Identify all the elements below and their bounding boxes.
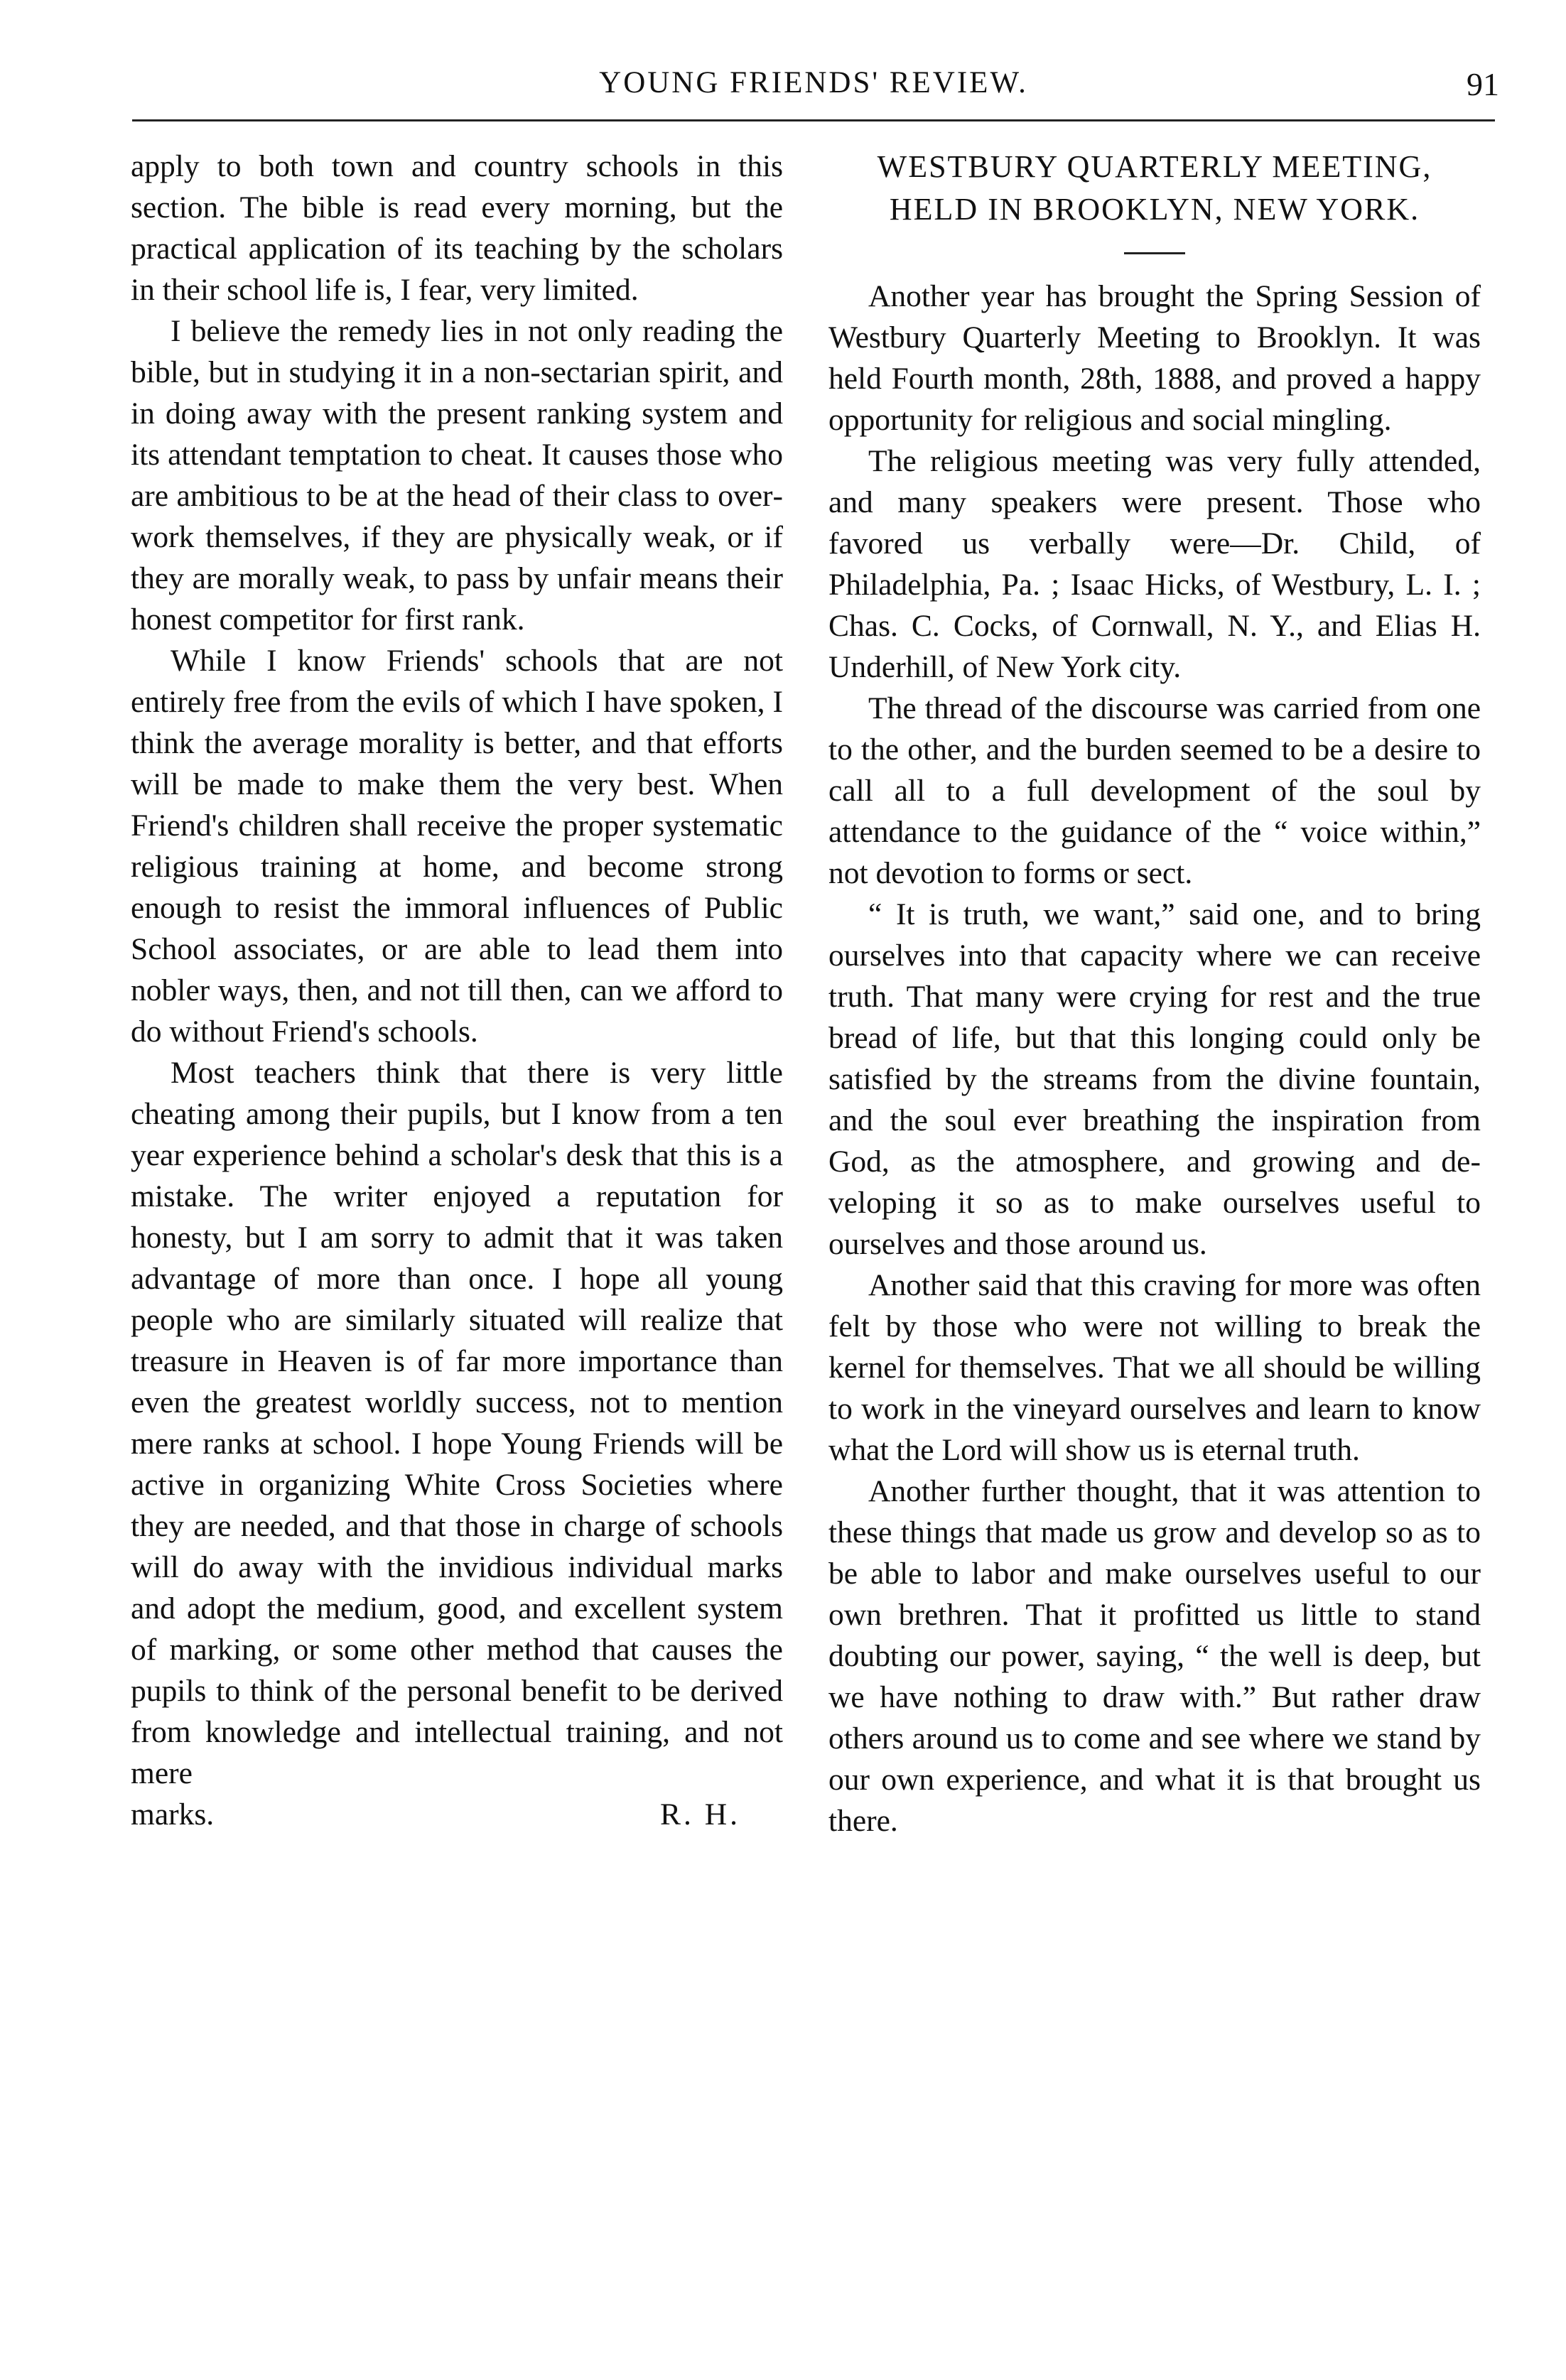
- closing-word: marks.: [131, 1797, 215, 1832]
- article-title: WESTBURY QUARTERLY MEETING, HELD IN BROOKLYN, NEW YORK.: [877, 149, 1432, 227]
- paragraph: The religious meeting was very fully attended, and many speakers were present. Those who favored us verbally were—Dr. Child, of Philadelphia, Pa. ; Isaac Hicks, of Westbury, L. I. ; Chas. C. Cocks, of Cornwall, N. Y., and Elias H. Underhill, of New York city.: [828, 444, 1481, 684]
- paragraph: Most teachers think that there is very little cheating among their pupils, but I know from a ten year experience behind a scholar's desk that this is a mistake. The writer enjoyed a reputation for honesty, but I am sorry to admit that it was taken advantage of more than once. I hope all young people who are similarly situated will realize that treasure in Heaven is of far more importance than even the greatest worldly success, not to mention mere ranks at school. I hope Young Friends will be active in organizing White Cross Societies where they are needed, and that those in charge of schools will do away with the invidious individual marks and adopt the medium, good, and excellent system of marking, or some other method that causes the pupils to think of the personal benefit to be derived from knowledge and intellectual training, and not mere: [131, 1056, 783, 1790]
- paragraph: I believe the remedy lies in not only reading the bible, but in studying it in a non-sectarian spirit, and in doing away with the present ranking system and its attendant temptation to cheat. It causes those who are ambitious to be at the head of their class to overwork themselves, if they are physically weak, or if they are morally weak, to pass by unfair means their honest competitor for first rank.: [131, 314, 783, 637]
- signature: R. H.: [659, 1797, 740, 1832]
- page-number: 91: [1467, 66, 1499, 102]
- paragraph: While I know Friends' schools that are not entirely free from the evils of which I have spoken, I think the average morality is better, and that efforts will be made to make them the very best. When Friend's children shall receive the proper systematic religious training at home, and become strong enough to resist the immoral influences of Public School associates, or are able to lead them into nobler ways, then, and not till then, can we afford to do without Friend's schools.: [131, 644, 783, 1049]
- paragraph: Another further thought, that it was attention to these things that made us grow and develop so as to be able to labor and make ourselves useful to our own brethren. That it profitted us little to stand doubting our power, saying, “ the well is deep, but we have nothing to draw with.” But rather draw others around us to come and see where we stand by our own experience, and what it is that brought us there.: [828, 1474, 1481, 1838]
- right-column: [828, 146, 1481, 1841]
- paragraph: Another year has brought the Spring Session of Westbury Quarterly Meeting to Brooklyn. It was held Fourth month, 28th, 1888, and proved a happy opportunity for religious and social mingling.: [828, 279, 1481, 437]
- running-head: [128, 65, 1499, 115]
- title-rule: [1124, 252, 1185, 254]
- left-column: [131, 146, 783, 1835]
- paragraph: “ It is truth, we want,” said one, and to bring ourselves into that capacity where we can receive truth. That many were crying for rest and the true bread of life, but that this longing could only be satisfied by the streams from the divine fountain, and the soul ever breathing the inspiration from God, as the atmosphere, and growing and developing it so as to make ourselves useful to ourselves and those around us.: [828, 897, 1481, 1261]
- header-rule: [132, 119, 1495, 121]
- paragraph: apply to both town and country schools in this section. The bible is read every morning, but the practical application of its teaching by the scholars in their school life is, I fear, very limited.: [131, 149, 783, 307]
- running-title: YOUNG FRIENDS' REVIEW.: [599, 66, 1028, 99]
- paragraph: Another said that this craving for more was often felt by those who were not willing to break the kernel for themselves. That we all should be willing to work in the vineyard ourselves and learn to know what the Lord will show us is eternal truth.: [828, 1268, 1481, 1467]
- paragraph: The thread of the discourse was carried from one to the other, and the burden seemed to be a desire to call all to a full development of the soul by attendance to the guidance of the “ voice within,” not devotion to forms or sect.: [828, 691, 1481, 890]
- closing-line: [131, 1794, 783, 1835]
